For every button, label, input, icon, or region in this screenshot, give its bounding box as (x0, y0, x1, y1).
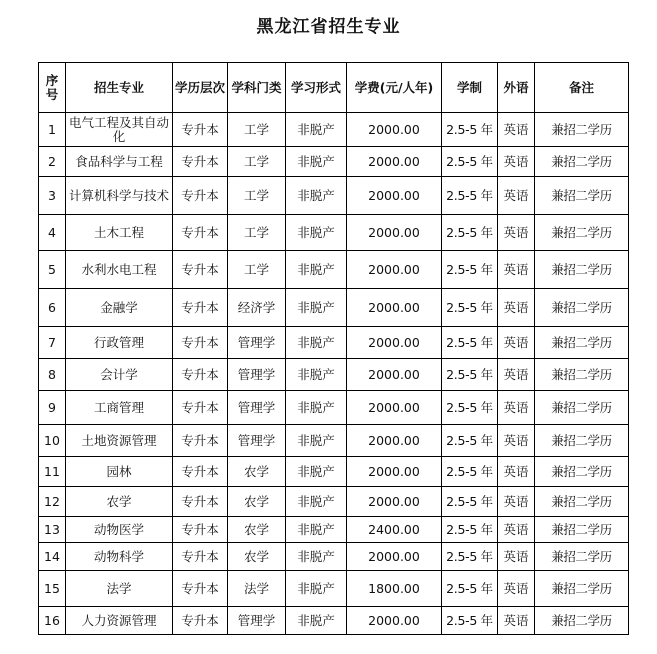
cell-duration: 2.5-5 年 (442, 607, 498, 635)
cell-category: 管理学 (228, 425, 286, 457)
cell-index: 16 (39, 607, 66, 635)
cell-remark: 兼招二学历 (535, 425, 629, 457)
cell-remark: 兼招二学历 (535, 177, 629, 215)
cell-duration: 2.5-5 年 (442, 177, 498, 215)
cell-remark: 兼招二学历 (535, 359, 629, 391)
cell-fee: 1800.00 (347, 571, 442, 607)
cell-index: 12 (39, 487, 66, 517)
cell-duration: 2.5-5 年 (442, 215, 498, 251)
cell-language: 英语 (498, 215, 535, 251)
cell-mode: 非脱产 (286, 215, 347, 251)
cell-language: 英语 (498, 359, 535, 391)
cell-duration: 2.5-5 年 (442, 487, 498, 517)
cell-mode: 非脱产 (286, 517, 347, 543)
cell-mode: 非脱产 (286, 607, 347, 635)
cell-fee: 2000.00 (347, 359, 442, 391)
header-language: 外语 (498, 63, 535, 113)
cell-fee: 2000.00 (347, 177, 442, 215)
cell-category: 农学 (228, 517, 286, 543)
table-row (39, 543, 629, 571)
cell-level: 专升本 (173, 289, 228, 327)
cell-category: 工学 (228, 147, 286, 177)
cell-mode: 非脱产 (286, 177, 347, 215)
table-row (39, 215, 629, 251)
cell-major: 水利水电工程 (66, 251, 173, 289)
table-row (39, 607, 629, 635)
table-body (39, 113, 629, 635)
cell-index: 15 (39, 571, 66, 607)
cell-level: 专升本 (173, 113, 228, 147)
cell-duration: 2.5-5 年 (442, 147, 498, 177)
table-row (39, 487, 629, 517)
cell-remark: 兼招二学历 (535, 457, 629, 487)
cell-index: 13 (39, 517, 66, 543)
cell-duration: 2.5-5 年 (442, 425, 498, 457)
cell-fee: 2000.00 (347, 607, 442, 635)
table-row (39, 327, 629, 359)
header-mode: 学习形式 (286, 63, 347, 113)
cell-major: 人力资源管理 (66, 607, 173, 635)
cell-remark: 兼招二学历 (535, 391, 629, 425)
cell-index: 10 (39, 425, 66, 457)
header-duration: 学制 (442, 63, 498, 113)
cell-remark: 兼招二学历 (535, 517, 629, 543)
cell-category: 工学 (228, 113, 286, 147)
cell-language: 英语 (498, 425, 535, 457)
cell-level: 专升本 (173, 251, 228, 289)
cell-fee: 2000.00 (347, 113, 442, 147)
cell-index: 8 (39, 359, 66, 391)
cell-major: 农学 (66, 487, 173, 517)
header-remark: 备注 (535, 63, 629, 113)
cell-index: 6 (39, 289, 66, 327)
cell-remark: 兼招二学历 (535, 487, 629, 517)
table-row (39, 457, 629, 487)
cell-index: 11 (39, 457, 66, 487)
header-index: 序号 (39, 63, 66, 113)
cell-level: 专升本 (173, 425, 228, 457)
cell-major: 园林 (66, 457, 173, 487)
table-row (39, 425, 629, 457)
cell-fee: 2000.00 (347, 543, 442, 571)
cell-major: 计算机科学与技术 (66, 177, 173, 215)
table-row (39, 251, 629, 289)
cell-remark: 兼招二学历 (535, 327, 629, 359)
cell-major: 法学 (66, 571, 173, 607)
cell-mode: 非脱产 (286, 251, 347, 289)
header-row (39, 63, 629, 113)
table-row (39, 517, 629, 543)
cell-mode: 非脱产 (286, 425, 347, 457)
cell-category: 农学 (228, 457, 286, 487)
cell-category: 工学 (228, 177, 286, 215)
cell-index: 5 (39, 251, 66, 289)
header-category: 学科门类 (228, 63, 286, 113)
cell-category: 管理学 (228, 391, 286, 425)
cell-language: 英语 (498, 571, 535, 607)
cell-mode: 非脱产 (286, 543, 347, 571)
table-row (39, 571, 629, 607)
cell-remark: 兼招二学历 (535, 147, 629, 177)
cell-duration: 2.5-5 年 (442, 391, 498, 425)
cell-duration: 2.5-5 年 (442, 571, 498, 607)
cell-level: 专升本 (173, 177, 228, 215)
cell-fee: 2000.00 (347, 251, 442, 289)
cell-fee: 2000.00 (347, 327, 442, 359)
table-row (39, 359, 629, 391)
cell-mode: 非脱产 (286, 327, 347, 359)
table-row (39, 177, 629, 215)
cell-major: 动物医学 (66, 517, 173, 543)
cell-index: 9 (39, 391, 66, 425)
cell-level: 专升本 (173, 571, 228, 607)
cell-language: 英语 (498, 177, 535, 215)
cell-level: 专升本 (173, 543, 228, 571)
cell-language: 英语 (498, 391, 535, 425)
cell-mode: 非脱产 (286, 359, 347, 391)
cell-level: 专升本 (173, 607, 228, 635)
cell-duration: 2.5-5 年 (442, 289, 498, 327)
cell-duration: 2.5-5 年 (442, 457, 498, 487)
cell-duration: 2.5-5 年 (442, 517, 498, 543)
cell-remark: 兼招二学历 (535, 251, 629, 289)
cell-duration: 2.5-5 年 (442, 359, 498, 391)
cell-fee: 2000.00 (347, 147, 442, 177)
cell-fee: 2000.00 (347, 425, 442, 457)
cell-category: 经济学 (228, 289, 286, 327)
cell-mode: 非脱产 (286, 147, 347, 177)
cell-fee: 2000.00 (347, 391, 442, 425)
cell-language: 英语 (498, 147, 535, 177)
cell-level: 专升本 (173, 517, 228, 543)
table-row (39, 113, 629, 147)
cell-language: 英语 (498, 517, 535, 543)
cell-fee: 2000.00 (347, 215, 442, 251)
cell-remark: 兼招二学历 (535, 113, 629, 147)
cell-duration: 2.5-5 年 (442, 251, 498, 289)
cell-category: 农学 (228, 543, 286, 571)
cell-level: 专升本 (173, 487, 228, 517)
cell-fee: 2400.00 (347, 517, 442, 543)
cell-fee: 2000.00 (347, 289, 442, 327)
cell-level: 专升本 (173, 359, 228, 391)
cell-remark: 兼招二学历 (535, 215, 629, 251)
cell-duration: 2.5-5 年 (442, 543, 498, 571)
cell-remark: 兼招二学历 (535, 571, 629, 607)
cell-remark: 兼招二学历 (535, 607, 629, 635)
cell-mode: 非脱产 (286, 457, 347, 487)
cell-index: 3 (39, 177, 66, 215)
cell-mode: 非脱产 (286, 571, 347, 607)
table-row (39, 147, 629, 177)
cell-language: 英语 (498, 289, 535, 327)
cell-fee: 2000.00 (347, 457, 442, 487)
cell-major: 金融学 (66, 289, 173, 327)
cell-language: 英语 (498, 327, 535, 359)
cell-major: 动物科学 (66, 543, 173, 571)
header-fee: 学费(元/人年) (347, 63, 442, 113)
cell-remark: 兼招二学历 (535, 543, 629, 571)
cell-major: 行政管理 (66, 327, 173, 359)
cell-index: 4 (39, 215, 66, 251)
cell-language: 英语 (498, 113, 535, 147)
cell-level: 专升本 (173, 147, 228, 177)
cell-major: 食品科学与工程 (66, 147, 173, 177)
table-row (39, 391, 629, 425)
cell-language: 英语 (498, 487, 535, 517)
table-row (39, 289, 629, 327)
cell-category: 法学 (228, 571, 286, 607)
cell-category: 工学 (228, 251, 286, 289)
cell-language: 英语 (498, 543, 535, 571)
cell-category: 工学 (228, 215, 286, 251)
admissions-table (38, 62, 629, 635)
cell-language: 英语 (498, 607, 535, 635)
header-level: 学历层次 (173, 63, 228, 113)
cell-index: 1 (39, 113, 66, 147)
cell-mode: 非脱产 (286, 487, 347, 517)
cell-level: 专升本 (173, 457, 228, 487)
cell-level: 专升本 (173, 327, 228, 359)
cell-index: 2 (39, 147, 66, 177)
cell-remark: 兼招二学历 (535, 289, 629, 327)
cell-major: 土地资源管理 (66, 425, 173, 457)
cell-index: 14 (39, 543, 66, 571)
cell-level: 专升本 (173, 391, 228, 425)
cell-duration: 2.5-5 年 (442, 327, 498, 359)
cell-mode: 非脱产 (286, 289, 347, 327)
cell-major: 会计学 (66, 359, 173, 391)
cell-language: 英语 (498, 457, 535, 487)
cell-major: 电气工程及其自动化 (66, 113, 173, 147)
cell-index: 7 (39, 327, 66, 359)
page-title: 黑龙江省招生专业 (256, 17, 401, 37)
cell-category: 农学 (228, 487, 286, 517)
cell-level: 专升本 (173, 215, 228, 251)
cell-language: 英语 (498, 251, 535, 289)
cell-mode: 非脱产 (286, 113, 347, 147)
cell-major: 土木工程 (66, 215, 173, 251)
cell-duration: 2.5-5 年 (442, 113, 498, 147)
cell-major: 工商管理 (66, 391, 173, 425)
cell-category: 管理学 (228, 359, 286, 391)
header-major: 招生专业 (66, 63, 173, 113)
cell-category: 管理学 (228, 327, 286, 359)
cell-fee: 2000.00 (347, 487, 442, 517)
cell-mode: 非脱产 (286, 391, 347, 425)
cell-category: 管理学 (228, 607, 286, 635)
